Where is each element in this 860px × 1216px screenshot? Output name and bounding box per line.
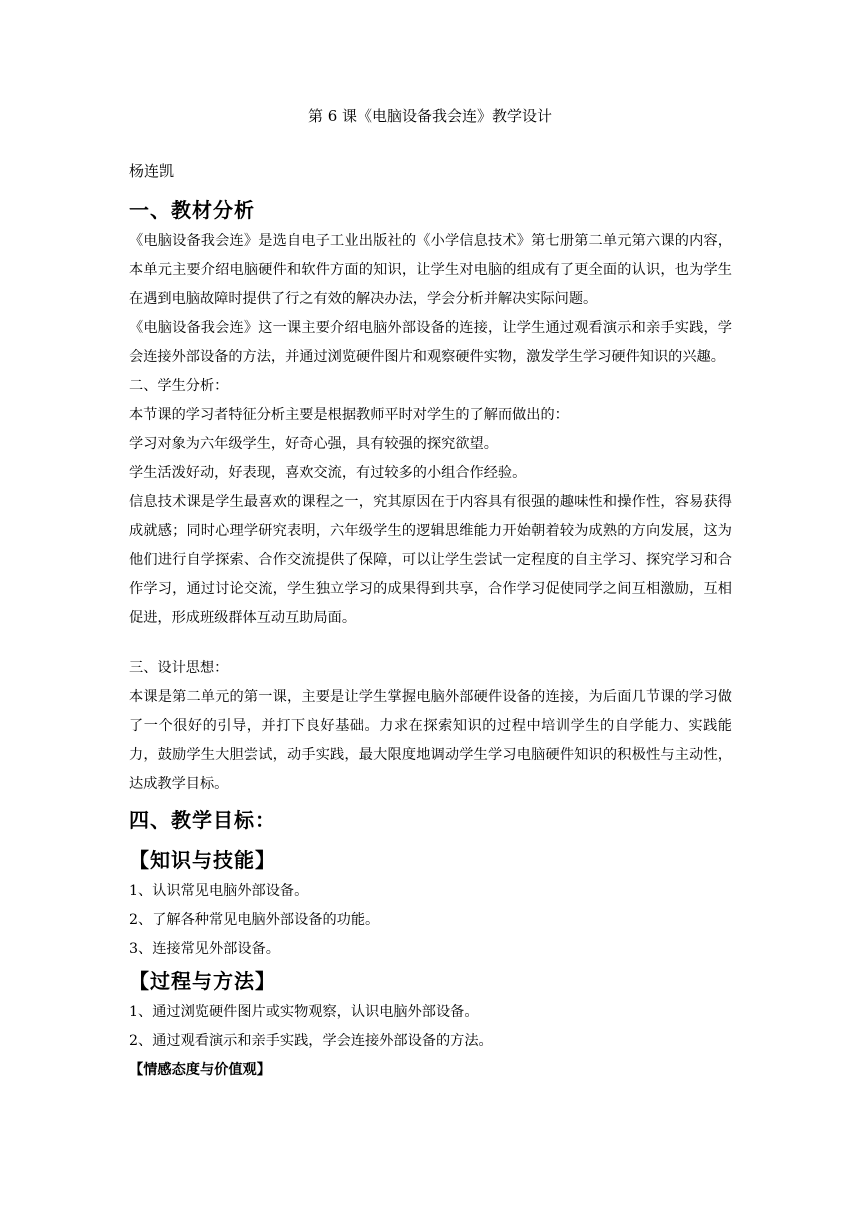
student-analysis-line-3: 学生活泼好动，好表现，喜欢交流，有过较多的小组合作经验。	[129, 465, 527, 481]
paragraph-design-idea: 本课是第二单元的第一课，主要是让学生掌握电脑外部硬件设备的连接，为后面几节课的学习做了一个很好的引导，并打下良好基础。力求在探索知识的过程中培训学生的自学能力、实践能力，鼓励学生大胆尝试，动手实践，最大限度地调动学生学习电脑硬件知识的积极性与主动性，达成教学目标。	[129, 689, 732, 792]
list-item: 1、认识常见电脑外部设备。	[129, 883, 309, 899]
paragraph-textbook-analysis-2: 《电脑设备我会连》这一课主要介绍电脑外部设备的连接，让学生通过观看演示和亲手实践，学会连接外部设备的方法，并通过浏览硬件图片和观察硬件实物，激发学生学习硬件知识的兴趣。	[129, 320, 732, 365]
document-author: 杨连凯	[129, 162, 175, 180]
blank-line	[129, 633, 732, 654]
paragraph-student-analysis: 信息技术课是学生最喜欢的课程之一，究其原因在于内容具有很强的趣味性和操作性，容易获得成就感；同时心理学研究表明，六年级学生的逻辑思维能力开始朝着较为成熟的方向发展，这为他们进行自学探索、合作交流提供了保障，可以让学生尝试一定程度的自主学习、探究学习和合作学习，通过讨论交流，学生独立学习的成果得到共享，合作学习促使同学之间互相激励，互相促进，形成班级群体互动互助局面。	[129, 494, 732, 626]
subheading-emotion-values: 【情感态度与价值观】	[129, 1062, 271, 1078]
list-item: 1、通过浏览硬件图片或实物观察，认识电脑外部设备。	[129, 1004, 479, 1020]
student-analysis-line-1: 本节课的学习者特征分析主要是根据教师平时对学生的了解而做出的：	[129, 407, 569, 423]
paragraph-textbook-analysis-1: 《电脑设备我会连》是选自电子工业出版社的《小学信息技术》第七册第二单元第六课的内容，本单元主要介绍电脑硬件和软件方面的知识，让学生对电脑的组成有了更全面的认识，也为学生在遇到电脑故障时提供了行之有效的解决办法，学会分析并解决实际问题。	[129, 233, 732, 307]
section-heading-design-idea: 三、设计思想：	[129, 660, 229, 676]
section-heading-teaching-goals: 四、教学目标：	[129, 808, 276, 832]
document-title: 第 6 课《电脑设备我会连》教学设计	[307, 107, 553, 125]
list-item: 2、通过观看演示和亲手实践，学会连接外部设备的方法。	[129, 1033, 493, 1049]
subheading-knowledge-skills: 【知识与技能】	[129, 848, 276, 872]
document-body	[129, 193, 732, 1085]
list-item: 2、了解各种常见电脑外部设备的功能。	[129, 912, 380, 928]
list-item: 3、连接常见外部设备。	[129, 941, 280, 957]
section-heading-student-analysis: 二、学生分析：	[129, 378, 229, 394]
section-heading-textbook-analysis: 一、教材分析	[129, 198, 255, 222]
student-analysis-line-2: 学习对象为六年级学生，好奇心强，具有较强的探究欲望。	[129, 436, 498, 452]
subheading-process-methods: 【过程与方法】	[129, 969, 276, 993]
